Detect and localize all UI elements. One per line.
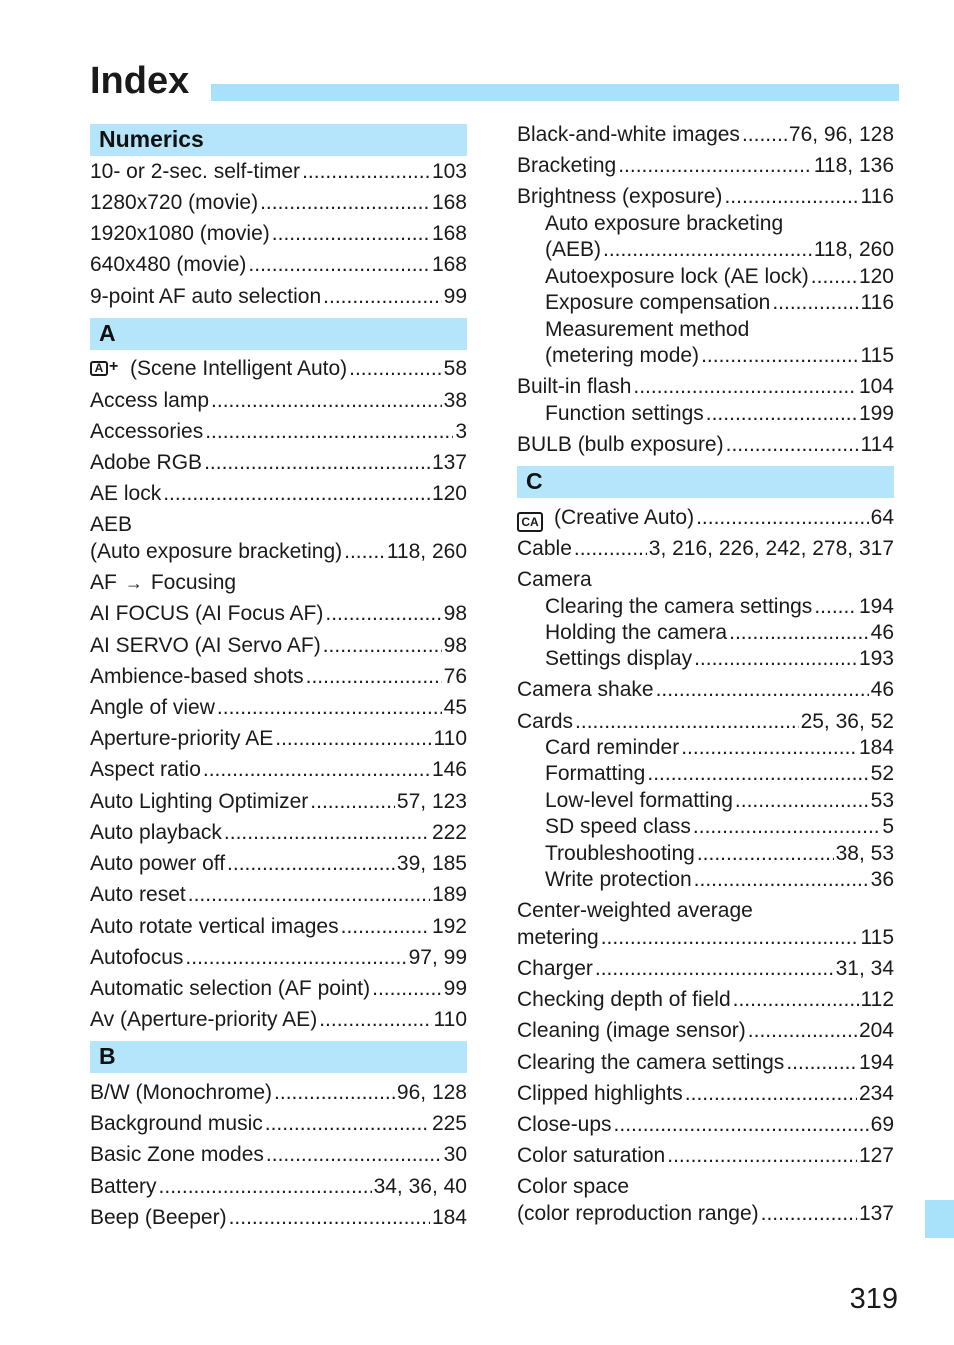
entry-pages: 3 [455,420,467,443]
index-entry [90,251,467,279]
entry-pages: 118, 260 [813,238,894,261]
entry-pages: 189 [431,883,467,906]
index-entry [90,220,467,248]
index-entry [90,1079,467,1107]
entry-term: Camera shake [517,678,654,701]
index-entry [90,387,467,415]
entry-pages: 110 [433,1008,467,1031]
entry-term: (metering mode) [545,344,700,367]
entry-term: Camera [517,568,592,591]
entry-pages: 57, 123 [396,790,467,813]
index-subentry [545,866,894,894]
entry-pages: 110 [433,727,467,750]
entry-term: Automatic selection (AF point) [90,977,371,1000]
entry-term: (Creative Auto) [554,506,695,529]
entry-pages: 120 [858,265,894,288]
index-entry-heading [517,566,894,594]
entry-pages: 64 [870,506,894,529]
entry-term: (Scene Intelligent Auto) [130,357,348,380]
index-entry [90,355,467,383]
index-entry [90,449,467,477]
index-entry [517,183,894,211]
index-subentry [545,236,894,264]
index-entry [90,975,467,1003]
entry-pages: 137 [431,451,467,474]
entry-term: Angle of view [90,696,215,719]
entry-pages: 116 [860,291,894,314]
entry-pages: 46 [870,621,894,644]
index-subentry-heading [545,316,894,344]
index-subentry [545,840,894,868]
entry-pages: 97, 99 [408,946,467,969]
entry-term: Bracketing [517,154,617,177]
entry-pages: 112 [860,988,894,1011]
entry-term: Access lamp [90,389,210,412]
index-subentry [545,760,894,788]
entry-pages: 168 [431,253,467,276]
entry-pages: 39, 185 [396,852,467,875]
entry-pages: 98 [443,634,467,657]
entry-term: Cards [517,710,574,733]
index-entry [90,1173,467,1201]
index-entry [517,1200,894,1228]
index-subentry [545,289,894,317]
index-entry [90,1110,467,1138]
entry-term: Close-ups [517,1113,612,1136]
index-entry-heading [517,1173,894,1201]
entry-term: Card reminder [545,736,680,759]
entry-pages: 76 [443,665,467,688]
entry-term: AI SERVO (AI Servo AF) [90,634,321,657]
entry-term: Autoexposure lock (AE lock) [545,265,809,288]
entry-term: 9-point AF auto selection [90,285,322,308]
entry-term: 1920x1080 (movie) [90,222,270,245]
entry-pages: 146 [431,758,467,781]
entry-pages: 104 [858,375,894,398]
index-entry [90,283,467,311]
entry-pages: 53 [870,789,894,812]
arrow-right-icon: → [124,573,143,593]
entry-pages: 118, 260 [386,540,467,563]
index-entry [517,1017,894,1045]
entry-term: Clipped highlights [517,1082,683,1105]
index-entry [90,480,467,508]
section-header-numerics [90,124,467,156]
index-entry [90,1141,467,1169]
section-heading: C [526,468,543,494]
entry-term: Auto playback [90,821,222,844]
entry-term: Brightness (exposure) [517,185,723,208]
entry-term: Measurement method [545,318,750,341]
entry-term: Troubleshooting [545,842,695,865]
entry-term: Auto exposure bracketing [545,212,784,235]
entry-pages: 184 [858,736,894,759]
index-entry-crossref [90,569,467,597]
entry-term: BULB (bulb exposure) [517,433,724,456]
index-subentry [545,734,894,762]
entry-term: Cable [517,537,572,560]
index-subentry [545,619,894,647]
chapter-side-tab [925,1200,954,1238]
index-entry [517,152,894,180]
entry-pages: 120 [431,482,467,505]
entry-term: B/W (Monochrome) [90,1081,273,1104]
index-entry [517,431,894,459]
entry-pages: 103 [431,160,467,183]
entry-pages: 193 [858,647,894,670]
index-entry [90,1006,467,1034]
entry-term: Charger [517,957,593,980]
entry-pages: 3, 216, 226, 242, 278, 317 [648,537,894,560]
section-heading: B [99,1043,116,1069]
entry-pages: 52 [870,762,894,785]
index-entry [517,955,894,983]
entry-term: Beep (Beeper) [90,1206,227,1229]
entry-pages: 45 [443,696,467,719]
entry-term: 1280x720 (movie) [90,191,259,214]
index-entry [90,1204,467,1232]
crossref-target: Focusing [150,571,237,594]
section-heading: Numerics [99,126,204,152]
index-entry [90,788,467,816]
entry-term: Color saturation [517,1144,666,1167]
entry-term: Background music [90,1112,263,1135]
entry-term: (color reproduction range) [517,1202,759,1225]
section-heading: A [99,320,116,346]
entry-pages: 114 [860,433,894,456]
entry-pages: 96, 128 [396,1081,467,1104]
index-entry [90,819,467,847]
entry-term: metering [517,926,599,949]
index-entry [517,676,894,704]
index-entry [90,850,467,878]
index-entry [90,158,467,186]
entry-pages: 137 [858,1202,894,1225]
entry-pages: 168 [431,191,467,214]
entry-pages: 194 [858,1051,894,1074]
entry-term: Battery [90,1175,157,1198]
index-entry [517,373,894,401]
entry-term: 10- or 2-sec. self-timer [90,160,301,183]
index-title: Index [90,60,190,102]
index-entry [90,756,467,784]
entry-pages: 30 [443,1143,467,1166]
index-entry [517,535,894,563]
index-subentry [545,593,894,621]
entry-pages: 25, 36, 52 [800,710,894,733]
entry-term: (Auto exposure bracketing) [90,540,343,563]
title-accent-bar [211,84,899,101]
entry-term: Black-and-white images [517,123,740,146]
entry-pages: 222 [431,821,467,844]
entry-term: Auto power off [90,852,226,875]
index-entry [517,924,894,952]
entry-term: Built-in flash [517,375,632,398]
entry-pages: 69 [870,1113,894,1136]
entry-pages: 46 [870,678,894,701]
index-subentry-heading [545,210,894,238]
entry-pages: 36 [870,868,894,891]
entry-term: AEB [90,513,133,536]
entry-pages: 115 [860,926,894,949]
entry-pages: 38, 53 [835,842,894,865]
entry-term: Ambience-based shots [90,665,304,688]
index-subentry [545,400,894,428]
entry-pages: 99 [443,977,467,1000]
entry-term: Center-weighted average [517,899,753,922]
entry-pages: 34, 36, 40 [373,1175,467,1198]
index-subentry [545,342,894,370]
entry-term: Auto rotate vertical images [90,915,339,938]
entry-term: Autofocus [90,946,184,969]
index-entry-heading [90,511,467,539]
entry-term: Aperture-priority AE [90,727,274,750]
entry-term: Auto Lighting Optimizer [90,790,309,813]
index-entry [517,708,894,736]
index-subentry [545,263,894,291]
entry-pages: 5 [882,815,894,838]
index-entry [90,538,467,566]
entry-pages: 192 [431,915,467,938]
index-entry [90,881,467,909]
entry-pages: 76, 96, 128 [788,123,894,146]
index-entry [90,189,467,217]
section-header-a [90,318,467,350]
index-entry [517,504,894,532]
entry-term: Clearing the camera settings [517,1051,785,1074]
index-entry [517,1111,894,1139]
entry-term: Aspect ratio [90,758,201,781]
page-number: 319 [849,1283,898,1315]
entry-term: Accessories [90,420,204,443]
index-entry [90,944,467,972]
entry-pages: 194 [858,595,894,618]
index-entry [517,1080,894,1108]
index-entry [90,694,467,722]
entry-pages: 225 [431,1112,467,1135]
index-entry [90,418,467,446]
entry-term: Color space [517,1175,630,1198]
entry-term: AI FOCUS (AI Focus AF) [90,602,324,625]
entry-pages: 38 [443,389,467,412]
entry-term: Function settings [545,402,704,425]
entry-term: Formatting [545,762,646,785]
index-entry [90,600,467,628]
entry-term: 640x480 (movie) [90,253,247,276]
section-header-b [90,1041,467,1073]
entry-term: Auto reset [90,883,186,906]
entry-pages: 184 [431,1206,467,1229]
index-subentry [545,645,894,673]
entry-pages: 168 [431,222,467,245]
index-entry-heading [517,897,894,925]
index-entry [517,986,894,1014]
entry-term: Av (Aperture-priority AE) [90,1008,318,1031]
entry-term: Low-level formatting [545,789,733,812]
entry-pages: 199 [858,402,894,425]
index-entry [517,1142,894,1170]
entry-term: Clearing the camera settings [545,595,813,618]
entry-pages: 98 [443,602,467,625]
entry-pages: 204 [858,1019,894,1042]
index-entry [90,913,467,941]
entry-term: Exposure compensation [545,291,771,314]
entry-term: Write protection [545,868,692,891]
entry-pages: 58 [443,357,467,380]
index-subentry [545,787,894,815]
creative-auto-icon: CA [517,512,543,532]
entry-pages: 116 [860,185,894,208]
section-header-c [517,466,894,498]
entry-term: SD speed class [545,815,691,838]
scene-intelligent-auto-icon: A + [90,356,120,378]
entry-term: Holding the camera [545,621,728,644]
entry-pages: 99 [443,285,467,308]
entry-term: Adobe RGB [90,451,203,474]
entry-term: Basic Zone modes [90,1143,264,1166]
index-entry [90,632,467,660]
index-entry [90,725,467,753]
entry-pages: 115 [860,344,894,367]
index-subentry [545,813,894,841]
entry-pages: 234 [858,1082,894,1105]
entry-pages: 31, 34 [835,957,894,980]
entry-term: AE lock [90,482,162,505]
entry-pages: 118, 136 [813,154,894,177]
entry-term: Cleaning (image sensor) [517,1019,746,1042]
entry-term: (AEB) [545,238,602,261]
index-entry [90,663,467,691]
index-entry [517,1049,894,1077]
entry-term: Checking depth of field [517,988,731,1011]
entry-pages: 127 [858,1144,894,1167]
index-entry [517,121,894,149]
entry-term: AF [90,571,117,594]
entry-term: Settings display [545,647,693,670]
